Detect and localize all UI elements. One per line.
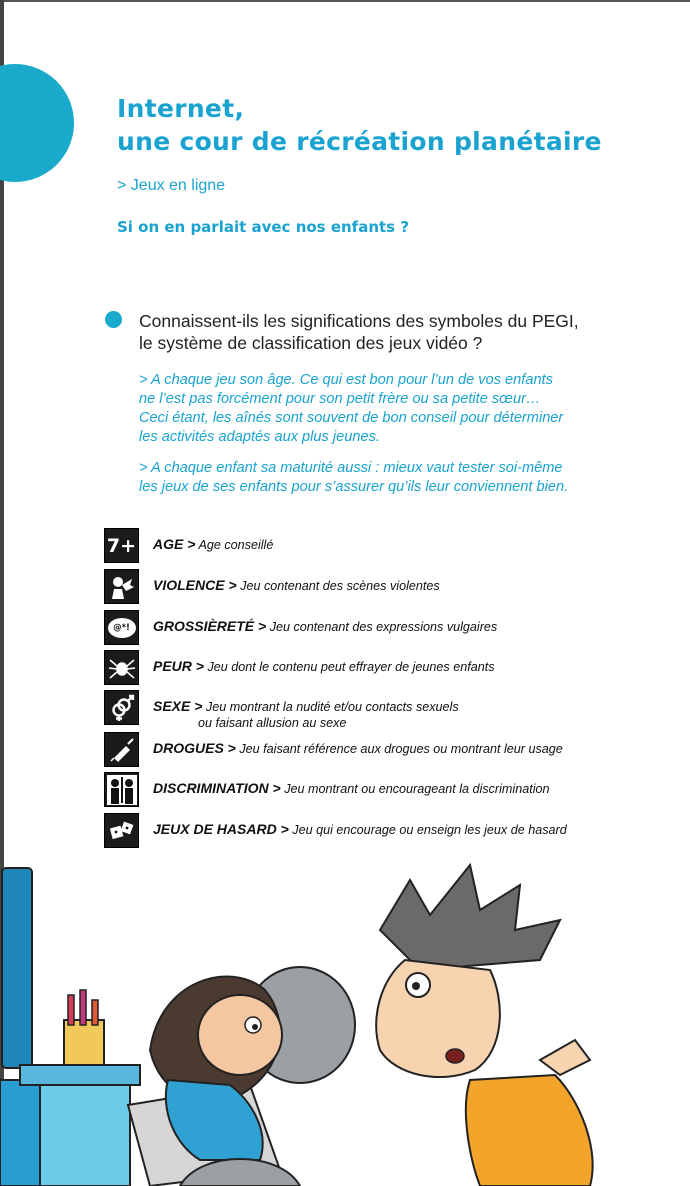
age-badge-text: 7+ [106,534,137,557]
cartoon-illustration [0,860,690,1186]
decorative-circle [0,64,74,182]
violence-icon [104,569,139,604]
spider-icon [104,650,139,685]
pegi-label: DISCRIMINATION > [153,780,281,796]
answer-paragraph-2 [139,459,609,497]
answer-line: > A chaque enfant sa maturité aussi : mieux vaut tester soi-même [139,460,563,476]
pegi-row-bad-language [104,610,664,646]
pegi-text: Jeu montrant ou encourageant la discrimination [284,782,550,796]
pegi-description [153,618,633,635]
question-line-2: le système de classification des jeux vidéo ? [139,333,483,353]
page-title [117,92,602,158]
age-7-icon [104,528,139,563]
pegi-row-gambling [104,813,664,849]
bullet-dot [105,311,122,328]
pegi-row-drugs [104,732,664,768]
pegi-text: Jeu contenant des scènes violentes [240,579,440,593]
question-text [139,310,659,354]
pegi-row-fear [104,650,664,686]
pegi-row-discrimination [104,772,664,808]
pegi-text: Jeu qui encourage ou enseign les jeux de hasard [292,823,567,837]
pegi-description [153,577,633,594]
pegi-label: JEUX DE HASARD > [153,821,289,837]
pegi-text: Jeu montrant la nudité et/ou contacts sexuels [205,700,459,714]
answer-line: Ceci étant, les aînés sont souvent de bon conseil pour déterminer [139,410,564,426]
discrimination-icon [104,772,139,807]
answer-line: ne l’est pas forcément pour son petit frère ou sa petite sœur… [139,391,541,407]
pegi-description [153,698,633,731]
pegi-text: Age conseillé [198,538,274,552]
pegi-label: GROSSIÈRETÉ > [153,618,267,634]
section-subtitle: > Jeux en ligne [117,177,226,194]
bad-language-icon [104,610,139,645]
pegi-label: AGE > [153,536,196,552]
question-heading: Si on en parlait avec nos enfants ? [117,218,410,236]
answer-line: les jeux de ses enfants pour s’assurer qu’ils leur conviennent bien. [139,479,569,495]
pegi-description [153,740,633,757]
answer-line: les activités adaptés aux plus jeunes. [139,429,380,445]
pegi-row-violence [104,569,664,605]
answer-paragraph-1 [139,371,609,447]
title-line-1: Internet, [117,94,245,123]
title-line-2: une cour de récréation planétaire [117,127,602,156]
pegi-label: DROGUES > [153,740,236,756]
gender-symbols-icon [104,690,139,725]
syringe-icon [104,732,139,767]
pegi-label: PEUR > [153,658,204,674]
boy-character-illustration [376,865,592,1186]
answer-line: > A chaque jeu son âge. Ce qui est bon pour l’un de vos enfants [139,372,553,388]
speech-bubble-text: @*! [108,618,136,638]
dice-icon [104,813,139,848]
pencil-cup-illustration [64,990,104,1065]
pegi-text: Jeu dont le contenu peut effrayer de jeunes enfants [207,660,495,674]
pegi-text-line-2: ou faisant allusion au sexe [198,716,347,730]
pegi-row-sex [104,690,664,730]
page-edge-top [0,0,690,2]
question-line-1: Connaissent-ils les significations des symboles du PEGI, [139,311,579,331]
pegi-description [153,536,633,553]
pegi-text: Jeu contenant des expressions vulgaires [269,620,498,634]
pegi-description [153,780,633,797]
pegi-text: Jeu faisant référence aux drogues ou montrant leur usage [239,742,563,756]
pegi-description [153,821,633,838]
pegi-label: VIOLENCE > [153,577,237,593]
pegi-description [153,658,633,675]
pegi-row-age [104,528,664,564]
pegi-label: SEXE > [153,698,203,714]
